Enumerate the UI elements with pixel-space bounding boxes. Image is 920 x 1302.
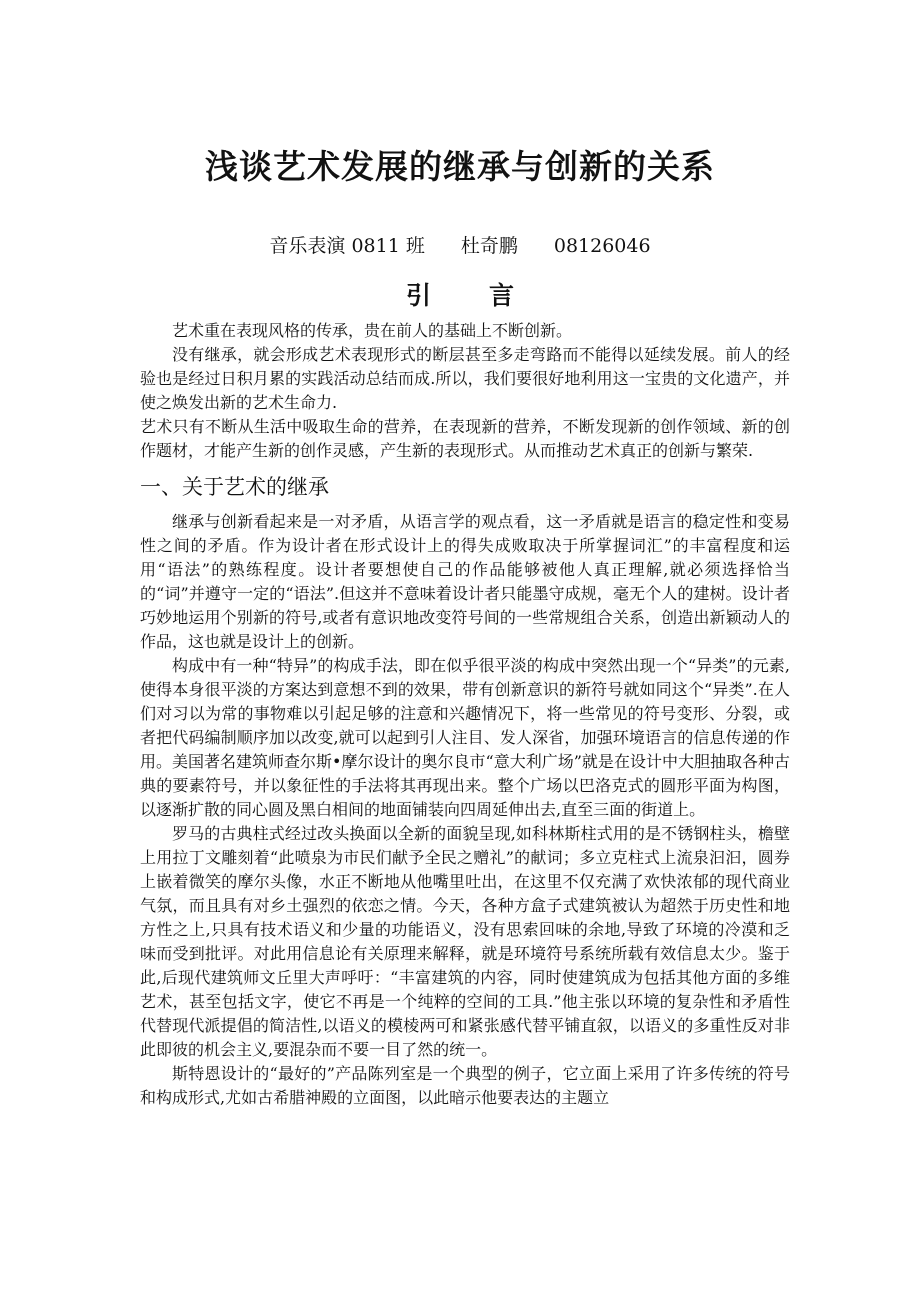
- body-paragraph: 斯特恩设计的“最好的”产品陈列室是一个典型的例子，它立面上采用了许多传统的符号和构成形式,尤如古希腊神殿的立面图，以此暗示他要表达的主题立: [140, 1064, 790, 1107]
- byline-student-id: 08126046: [553, 235, 651, 257]
- byline-class: 音乐表演 0811 班: [269, 235, 425, 257]
- body-paragraph: 构成中有一种“特异”的构成手法，即在似乎很平淡的构成中突然出现一个“异类”的元素,使得本身很平淡的方案达到意想不到的效果，带有创新意识的新符号就如同这个“异类”.在人们对习以为常的事物难以引起足够的注意和兴趣情况下，将一些常见的符号变形、分裂，或者把代码编制顺序加以改变,就可以起到引人注目、发人深省，加强环境语言的信息传递的作用。美国著名建筑师查尔斯•摩尔设计的奥尔良市“意大利广场”就是在设计中大胆抽取各种古典的要素符号，并以象征性的手法将其再现出来。整个广场以巴洛克式的圆形平面为构图，以逐渐扩散的同心圆及黑白相间的地面铺装向四周延伸出去,直至三面的街道上。: [140, 656, 790, 819]
- intro-paragraph: 没有继承，就会形成艺术表现形式的断层甚至多走弯路而不能得以延续发展。前人的经验也是经过日积月累的实践活动总结而成.所以，我们要很好地利用这一宝贵的文化遗产，并使之焕发出新的艺术生命力.: [140, 345, 790, 412]
- intro-heading: 引言: [405, 281, 572, 310]
- document-title: 浅谈艺术发展的继承与创新的关系: [205, 147, 715, 186]
- intro-body: [140, 319, 790, 463]
- section-1-heading: 一、关于艺术的继承: [140, 475, 329, 499]
- body-paragraph: 罗马的古典柱式经过改头换面以全新的面貌呈现,如科林斯柱式用的是不锈钢柱头，檐壁上用拉丁文雕刻着“此喷泉为市民们献予全民之赠礼”的献词；多立克柱式上流泉汩汩，圆券上嵌着微笑的摩尔头像，水正不断地从他嘴里吐出，在这里不仅充满了欢快浓郁的现代商业气氛，而且具有对乡土强烈的依恋之情。今天，各种方盒子式建筑被认为超然于历史性和地方性之上,只具有技术语义和少量的功能语义，没有思索回味的余地,导致了环境的冷漠和乏味而受到批评。对此用信息论有关原理来解释，就是环境符号系统所载有效信息太少。鉴于此,后现代建筑师文丘里大声呼吁：“丰富建筑的内容，同时使建筑成为包括其他方面的多维艺术，甚至包括文字，使它不再是一个纯粹的空间的工具.”他主张以环境的复杂性和矛盾性代替现代派提倡的简洁性,以语义的模棱两可和紧张感代替平铺直叙，以语义的多重性反对非此即彼的机会主义,要混杂而不要一目了然的统一。: [140, 824, 790, 1059]
- body-paragraph: 继承与创新看起来是一对矛盾，从语言学的观点看，这一矛盾就是语言的稳定性和变易性之间的矛盾。作为设计者在形式设计上的得失成败取决于所掌握词汇”的丰富程度和运用“语法”的熟练程度。设计者要想使自己的作品能够被他人真正理解,就必须选择恰当的“词”并遵守一定的“语法”.但这并不意味着设计者只能墨守成规，毫无个人的建树。设计者巧妙地运用个别新的符号,或者有意识地改变符号间的一些常规组合关系，创造出新颖动人的作品，这也就是设计上的创新。: [140, 512, 790, 651]
- byline: [0, 232, 920, 260]
- byline-author: 杜奇鹏: [460, 235, 518, 257]
- intro-paragraph: 艺术只有不断从生活中吸取生命的营养，在表现新的营养，不断发现新的创作领域、新的创作题材，才能产生新的创作灵感，产生新的表现形式。从而推动艺术真正的创新与繁荣.: [140, 417, 790, 460]
- section-1-body: [140, 510, 790, 1110]
- intro-paragraph: 艺术重在表现风格的传承，贵在前人的基础上不断创新。: [172, 321, 573, 340]
